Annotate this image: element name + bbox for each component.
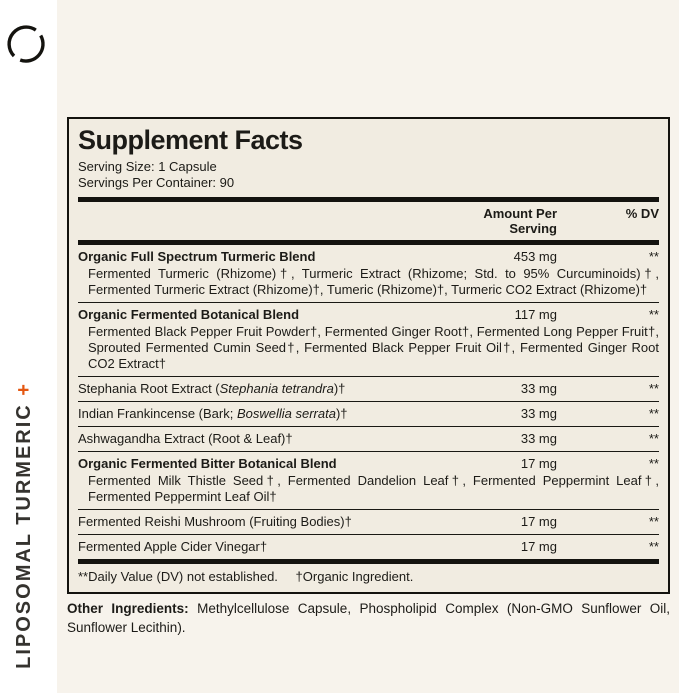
amount-per-serving-header: Amount Per Serving [483,206,557,237]
ingredient-dv: ** [648,406,659,422]
left-margin-strip [0,0,57,693]
column-header-row [78,202,659,240]
ingredient-dv: ** [648,539,659,555]
serving-size: Serving Size: 1 Capsule [78,159,217,175]
servings-per-container: Servings Per Container: 90 [78,174,235,190]
product-name-vertical [13,382,36,669]
footnote-dv: **Daily Value (DV) not established. [78,569,278,585]
table-row [78,376,659,401]
sub-ingredients: Fermented Turmeric (Rhizome)†, Turmeric Extract (Rhizome; Std. to 95% Curcuminoids)†, Fermented Turmeric Extract (Rhizome)†, Tumeric (Rhizome)†, Turmeric CO2 Extract (Rhizome)† [88,266,659,298]
plus-accent: + [13,382,35,396]
ingredient-dv: ** [648,307,659,323]
ingredient-name: Ashwagandha Extract (Root & Leaf)† [78,431,293,447]
table-row [78,509,659,534]
product-name-text: LIPOSOMAL TURMERIC [13,395,35,669]
ingredient-dv: ** [648,381,659,397]
other-ingredients-label: Other Ingredients: [67,601,189,617]
table-row [78,534,659,559]
ingredient-name-part: Stephania Root Extract ( [78,381,220,397]
table-row [78,451,659,509]
other-ingredients [67,600,670,637]
table-row [78,245,659,302]
ingredient-name: Organic Fermented Bitter Botanical Blend [78,456,337,472]
footnote-organic: †Organic Ingredient. [295,569,414,585]
table-row [78,426,659,451]
ingredient-name [78,405,437,422]
ingredient-name-part: Indian Frankincense (Bark; [78,406,237,422]
ingredient-name: Organic Fermented Botanical Blend [78,307,300,323]
ingredient-name-part: )† [333,381,346,397]
ingredient-amount: 117 mg [514,307,557,323]
ingredient-amount: 17 mg [520,539,557,555]
ingredient-amount: 17 mg [520,456,557,472]
sub-ingredients: Fermented Milk Thistle Seed†, Fermented Dandelion Leaf†, Fermented Peppermint Leaf†, Fermented Peppermint Leaf Oil† [88,473,659,505]
dv-header: % DV [625,206,659,222]
ingredient-name: Organic Full Spectrum Turmeric Blend [78,249,316,265]
other-ingredients-text: Methylcellulose Capsule, Phospholipid Complex (Non-GMO Sunflower Oil, Sunflower Lecithin). [67,601,670,635]
footnote [78,564,659,592]
ingredient-amount: 33 mg [520,381,557,397]
panel-title: Supplement Facts [78,125,303,155]
ingredient-dv: ** [648,431,659,447]
ingredient-name [78,380,437,397]
sub-ingredients: Fermented Black Pepper Fruit Powder†, Fermented Ginger Root†, Fermented Long Pepper Fruit†, Sprouted Fermented Cumin Seed†, Fermented Black Pepper Fruit Oil†, Fermented Ginger Root CO2 Extract† [88,324,659,372]
ingredient-latin-name: Boswellia serrata [236,406,336,422]
ingredient-name: Fermented Reishi Mushroom (Fruiting Bodies)† [78,514,352,530]
ingredient-latin-name: Stephania tetrandra [219,381,334,397]
table-row [78,302,659,376]
ingredient-dv: ** [648,249,659,265]
supplement-facts-panel [67,117,670,594]
ingredient-name-part: )† [335,406,348,422]
ingredient-dv: ** [648,514,659,530]
ingredient-amount: 17 mg [520,514,557,530]
ingredient-amount: 33 mg [520,431,557,447]
ingredient-dv: ** [648,456,659,472]
brand-circle-icon [0,0,57,88]
table-row [78,401,659,426]
ingredient-amount: 33 mg [520,406,557,422]
ingredient-name: Fermented Apple Cider Vinegar† [78,539,268,555]
label-content [67,117,670,637]
ingredient-amount: 453 mg [513,249,557,265]
